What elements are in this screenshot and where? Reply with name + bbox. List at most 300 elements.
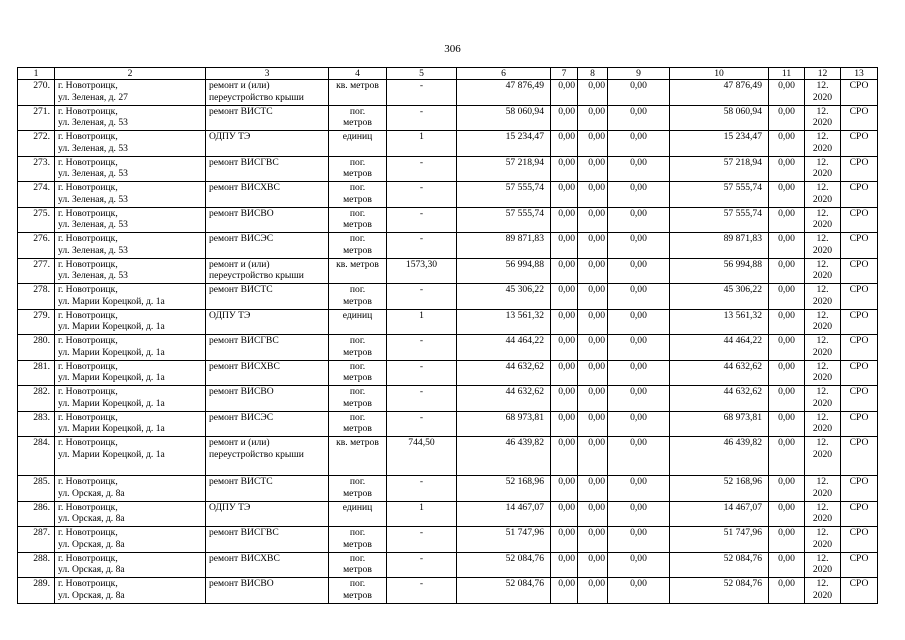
work-type-cell (206, 386, 329, 412)
deadline-cell (805, 284, 841, 310)
unit-cell (329, 476, 387, 502)
col9-cell (608, 156, 670, 182)
address-addr-text: ул. Зеленая, д. 53 (58, 193, 128, 205)
col8-c8-text: 0,00 (588, 501, 605, 513)
header-cell-8: 8 (578, 68, 608, 80)
address-addr-text: ул. Марии Корецкой, д. 1а (58, 423, 165, 434)
quantity-cell (387, 501, 457, 527)
col9-c9-text: 0,00 (630, 527, 647, 538)
organization-cell (841, 182, 878, 208)
address-addr-text: ул. Зеленая, д. 53 (58, 117, 128, 128)
address-city-text: г. Новотроицк, (58, 156, 118, 168)
row-number-cell (18, 258, 55, 284)
deadline-m-text: 12. (816, 309, 829, 321)
header-cell-13: 13 (841, 68, 878, 80)
address-addr-text: ул. Зеленая, д. 53 (58, 142, 128, 154)
address-addr-text: ул. Марии Корецкой, д. 1а (58, 372, 165, 383)
organization-cell (841, 207, 878, 233)
col7-c7-text: 0,00 (558, 309, 575, 321)
col10-cell (670, 182, 769, 208)
col8-c8-text: 0,00 (588, 182, 605, 193)
total-cost-cell (457, 386, 551, 412)
address-cell (55, 258, 206, 284)
col7-cell (551, 527, 578, 553)
address-cell (55, 552, 206, 578)
col7-c7-text: 0,00 (558, 156, 575, 168)
col7-cell (551, 258, 578, 284)
table-row (18, 578, 878, 604)
address-cell (55, 386, 206, 412)
col11-c11-text: 0,00 (778, 360, 795, 372)
col10-cell (670, 411, 769, 437)
col10-c10-text: 52 168,96 (723, 476, 762, 487)
organization-org-text: СРО (849, 501, 869, 513)
row-number-n-text: 271. (33, 105, 50, 117)
col8-cell (578, 437, 608, 476)
work-type-work1-text: ремонт ВИСГВС (209, 156, 279, 168)
col8-c8-text: 0,00 (588, 80, 605, 91)
address-addr-text: ул. Зеленая, д. 53 (58, 168, 128, 179)
header-cell-7: 7 (551, 68, 578, 80)
col7-c7-text: 0,00 (558, 131, 575, 142)
col8-cell (578, 156, 608, 182)
total-cost-total-text: 51 747,96 (505, 527, 544, 538)
work-type-work1-text: ремонт ВИСХВС (209, 182, 280, 193)
work-type-work1-text: ремонт ВИСХВС (209, 552, 280, 564)
quantity-qty-text: - (419, 284, 424, 295)
col7-c7-text: 0,00 (558, 360, 575, 372)
work-type-work2-text: переустройство крыши (209, 448, 304, 460)
quantity-cell (387, 476, 457, 502)
work-type-cell (206, 284, 329, 310)
unit-unit2-text: метров (343, 397, 372, 409)
header-cell-3: 3 (206, 68, 329, 80)
col9-cell (608, 309, 670, 335)
col9-cell (608, 386, 670, 412)
col11-c11-text: 0,00 (778, 80, 795, 91)
unit-cell (329, 578, 387, 604)
col9-cell (608, 476, 670, 502)
work-type-cell (206, 335, 329, 361)
col11-c11-text: 0,00 (778, 578, 795, 589)
col9-c9-text: 0,00 (630, 309, 647, 321)
col10-cell (670, 386, 769, 412)
organization-cell (841, 105, 878, 131)
address-cell (55, 578, 206, 604)
unit-unit1-text: единиц (342, 131, 373, 142)
deadline-cell (805, 335, 841, 361)
total-cost-cell (457, 284, 551, 310)
quantity-cell (387, 335, 457, 361)
col11-cell (769, 437, 805, 476)
col8-cell (578, 309, 608, 335)
work-type-work1-text: ремонт и (или) (209, 80, 270, 91)
col10-c10-text: 57 555,74 (723, 207, 762, 219)
deadline-y-text: 2020 (812, 564, 833, 575)
total-cost-cell (457, 578, 551, 604)
organization-cell (841, 233, 878, 259)
address-city-text: г. Новотроицк, (58, 105, 118, 117)
deadline-y-text: 2020 (812, 91, 833, 103)
address-cell (55, 501, 206, 527)
col11-cell (769, 309, 805, 335)
row-number-n-text: 272. (33, 131, 50, 142)
work-type-work1-text: ремонт ВИСГВС (209, 335, 279, 346)
quantity-cell (387, 156, 457, 182)
header-row (18, 68, 878, 80)
col10-cell (670, 105, 769, 131)
work-type-work1-text: ремонт ВИСЭС (209, 411, 274, 423)
table-row (18, 156, 878, 182)
header-cell-11: 11 (769, 68, 805, 80)
quantity-qty-text: 744,50 (408, 437, 435, 448)
unit-unit1-text: пог. (349, 284, 366, 295)
col8-c8-text: 0,00 (588, 578, 605, 589)
col11-c11-text: 0,00 (778, 284, 795, 295)
work-type-work1-text: ремонт ВИСТС (209, 476, 273, 487)
row-number-cell (18, 182, 55, 208)
unit-cell (329, 527, 387, 553)
col9-c9-text: 0,00 (630, 233, 647, 244)
quantity-cell (387, 207, 457, 233)
work-type-cell (206, 105, 329, 131)
total-cost-cell (457, 233, 551, 259)
col7-c7-text: 0,00 (558, 476, 575, 487)
col9-cell (608, 335, 670, 361)
deadline-y-text: 2020 (812, 321, 833, 332)
col10-cell (670, 156, 769, 182)
deadline-cell (805, 309, 841, 335)
col11-c11-text: 0,00 (778, 182, 795, 193)
deadline-cell (805, 156, 841, 182)
address-cell (55, 335, 206, 361)
work-type-work1-text: ремонт ВИСВО (209, 207, 274, 219)
organization-cell (841, 156, 878, 182)
organization-org-text: СРО (849, 360, 869, 372)
row-number-cell (18, 411, 55, 437)
total-cost-total-text: 57 555,74 (505, 207, 544, 219)
col10-cell (670, 207, 769, 233)
quantity-cell (387, 527, 457, 553)
organization-org-text: СРО (849, 527, 869, 538)
unit-unit1-text: пог. (349, 578, 366, 589)
table-row (18, 182, 878, 208)
col11-c11-text: 0,00 (778, 501, 795, 513)
quantity-qty-text: - (419, 80, 424, 91)
table-row (18, 386, 878, 412)
col9-cell (608, 411, 670, 437)
col7-c7-text: 0,00 (558, 578, 575, 589)
col11-cell (769, 105, 805, 131)
organization-org-text: СРО (849, 284, 869, 295)
deadline-cell (805, 233, 841, 259)
address-addr-text: ул. Марии Корецкой, д. 1а (58, 448, 165, 460)
organization-cell (841, 386, 878, 412)
col7-cell (551, 386, 578, 412)
work-type-work2-text: переустройство крыши (209, 91, 304, 103)
organization-cell (841, 284, 878, 310)
col9-cell (608, 233, 670, 259)
row-number-cell (18, 105, 55, 131)
col7-cell (551, 552, 578, 578)
unit-unit2-text: метров (343, 219, 372, 230)
col8-c8-text: 0,00 (588, 309, 605, 321)
address-city-text: г. Новотроицк, (58, 131, 118, 142)
unit-cell (329, 182, 387, 208)
deadline-y-text: 2020 (812, 270, 833, 281)
organization-org-text: СРО (849, 437, 869, 448)
table-body (18, 80, 878, 604)
col8-cell (578, 182, 608, 208)
table-row (18, 233, 878, 259)
col8-cell (578, 105, 608, 131)
deadline-cell (805, 501, 841, 527)
organization-org-text: СРО (849, 335, 869, 346)
organization-org-text: СРО (849, 105, 869, 117)
table-row (18, 284, 878, 310)
total-cost-total-text: 45 306,22 (505, 284, 544, 295)
unit-unit2-text: метров (343, 564, 372, 575)
unit-cell (329, 437, 387, 476)
col7-cell (551, 335, 578, 361)
work-type-cell (206, 156, 329, 182)
total-cost-cell (457, 156, 551, 182)
unit-unit2-text: метров (343, 244, 372, 256)
col8-cell (578, 335, 608, 361)
deadline-y-text: 2020 (812, 193, 833, 205)
row-number-n-text: 277. (33, 258, 50, 270)
row-number-n-text: 274. (33, 182, 50, 193)
unit-unit1-text: единиц (342, 501, 373, 513)
col10-cell (670, 578, 769, 604)
deadline-y-text: 2020 (812, 538, 833, 550)
col8-c8-text: 0,00 (588, 552, 605, 564)
quantity-qty-text: - (419, 527, 424, 538)
address-city-text: г. Новотроицк, (58, 411, 118, 423)
total-cost-total-text: 68 973,81 (505, 411, 544, 423)
address-addr-text: ул. Орская, д. 8а (58, 538, 125, 550)
row-number-cell (18, 360, 55, 386)
unit-unit1-text: пог. (349, 386, 366, 397)
col10-cell (670, 335, 769, 361)
header-cell-2: 2 (55, 68, 206, 80)
organization-org-text: СРО (849, 207, 869, 219)
address-cell (55, 131, 206, 157)
table-row (18, 527, 878, 553)
unit-unit2-text: метров (343, 346, 372, 358)
unit-cell (329, 552, 387, 578)
quantity-qty-text: - (419, 411, 424, 423)
col7-cell (551, 476, 578, 502)
row-number-n-text: 279. (33, 309, 50, 321)
deadline-m-text: 12. (816, 476, 829, 487)
organization-org-text: СРО (849, 309, 869, 321)
table-row (18, 80, 878, 106)
col8-c8-text: 0,00 (588, 207, 605, 219)
unit-unit1-text: кв. метров (336, 80, 379, 91)
col9-c9-text: 0,00 (630, 386, 647, 397)
quantity-cell (387, 182, 457, 208)
work-type-work1-text: ремонт ВИСВО (209, 386, 274, 397)
col10-c10-text: 57 555,74 (723, 182, 762, 193)
address-addr-text: ул. Орская, д. 8а (58, 564, 125, 575)
col7-cell (551, 437, 578, 476)
col10-cell (670, 360, 769, 386)
col8-c8-text: 0,00 (588, 335, 605, 346)
quantity-cell (387, 386, 457, 412)
row-number-n-text: 286. (33, 501, 50, 513)
col7-cell (551, 284, 578, 310)
unit-unit2-text: метров (343, 117, 372, 128)
col8-cell (578, 552, 608, 578)
col8-cell (578, 578, 608, 604)
total-cost-cell (457, 105, 551, 131)
address-addr-text: ул. Орская, д. 8а (58, 513, 125, 524)
work-type-cell (206, 552, 329, 578)
deadline-cell (805, 207, 841, 233)
quantity-qty-text: 1573,30 (405, 258, 438, 270)
address-addr-text: ул. Зеленая, д. 53 (58, 270, 128, 281)
col11-cell (769, 501, 805, 527)
col7-cell (551, 182, 578, 208)
unit-unit1-text: пог. (349, 105, 366, 117)
quantity-cell (387, 309, 457, 335)
row-number-n-text: 270. (33, 80, 50, 91)
unit-unit1-text: кв. метров (336, 258, 379, 270)
unit-cell (329, 105, 387, 131)
organization-cell (841, 80, 878, 106)
col8-cell (578, 386, 608, 412)
total-cost-cell (457, 207, 551, 233)
unit-cell (329, 258, 387, 284)
work-type-work1-text: ОДПУ ТЭ (209, 501, 251, 513)
work-type-cell (206, 182, 329, 208)
address-addr-text: ул. Марии Корецкой, д. 1а (58, 346, 165, 358)
col11-c11-text: 0,00 (778, 527, 795, 538)
quantity-qty-text: - (419, 182, 424, 193)
col10-c10-text: 13 561,32 (723, 309, 762, 321)
row-number-cell (18, 207, 55, 233)
col9-cell (608, 258, 670, 284)
unit-cell (329, 156, 387, 182)
unit-unit1-text: пог. (349, 233, 366, 244)
total-cost-total-text: 44 632,62 (505, 360, 544, 372)
table-row (18, 501, 878, 527)
quantity-qty-text: 1 (419, 309, 424, 321)
address-cell (55, 207, 206, 233)
quantity-cell (387, 105, 457, 131)
col9-cell (608, 105, 670, 131)
col8-c8-text: 0,00 (588, 386, 605, 397)
total-cost-total-text: 14 467,07 (505, 501, 544, 513)
col8-cell (578, 80, 608, 106)
col10-c10-text: 56 994,88 (723, 258, 762, 270)
quantity-qty-text: - (419, 476, 424, 487)
col10-cell (670, 437, 769, 476)
deadline-y-text: 2020 (812, 219, 833, 230)
address-city-text: г. Новотроицк, (58, 476, 118, 487)
col10-c10-text: 44 632,62 (723, 360, 762, 372)
unit-cell (329, 360, 387, 386)
col9-c9-text: 0,00 (630, 105, 647, 117)
deadline-m-text: 12. (816, 335, 829, 346)
quantity-qty-text: 1 (419, 131, 424, 142)
unit-unit1-text: пог. (349, 552, 366, 564)
unit-unit2-text: метров (343, 295, 372, 307)
col9-c9-text: 0,00 (630, 284, 647, 295)
address-addr-text: ул. Марии Корецкой, д. 1а (58, 295, 165, 307)
organization-cell (841, 578, 878, 604)
col7-c7-text: 0,00 (558, 258, 575, 270)
col8-c8-text: 0,00 (588, 437, 605, 448)
address-cell (55, 360, 206, 386)
deadline-y-text: 2020 (812, 448, 833, 460)
unit-cell (329, 80, 387, 106)
unit-cell (329, 386, 387, 412)
deadline-cell (805, 182, 841, 208)
col10-cell (670, 527, 769, 553)
address-addr-text: ул. Орская, д. 8а (58, 589, 125, 601)
row-number-n-text: 288. (33, 552, 50, 564)
total-cost-cell (457, 131, 551, 157)
col7-cell (551, 360, 578, 386)
row-number-n-text: 276. (33, 233, 50, 244)
deadline-m-text: 12. (816, 182, 829, 193)
unit-cell (329, 501, 387, 527)
deadline-y-text: 2020 (812, 346, 833, 358)
deadline-cell (805, 437, 841, 476)
work-type-cell (206, 527, 329, 553)
col9-cell (608, 437, 670, 476)
total-cost-cell (457, 335, 551, 361)
col7-c7-text: 0,00 (558, 437, 575, 448)
col7-c7-text: 0,00 (558, 182, 575, 193)
col10-c10-text: 58 060,94 (723, 105, 762, 117)
unit-cell (329, 233, 387, 259)
col10-cell (670, 552, 769, 578)
unit-unit1-text: пог. (349, 527, 366, 538)
deadline-m-text: 12. (816, 105, 829, 117)
unit-unit1-text: пог. (349, 476, 366, 487)
total-cost-cell (457, 80, 551, 106)
organization-cell (841, 476, 878, 502)
deadline-cell (805, 131, 841, 157)
work-type-cell (206, 233, 329, 259)
col11-c11-text: 0,00 (778, 233, 795, 244)
table-header (18, 68, 878, 80)
col11-c11-text: 0,00 (778, 411, 795, 423)
organization-org-text: СРО (849, 411, 869, 423)
work-type-work1-text: ремонт ВИСВО (209, 578, 274, 589)
col11-cell (769, 578, 805, 604)
col9-c9-text: 0,00 (630, 131, 647, 142)
work-type-work1-text: ремонт и (или) (209, 437, 270, 448)
table-row (18, 360, 878, 386)
col11-cell (769, 233, 805, 259)
header-cell-1: 1 (18, 68, 55, 80)
organization-org-text: СРО (849, 233, 869, 244)
unit-cell (329, 131, 387, 157)
col7-cell (551, 80, 578, 106)
deadline-y-text: 2020 (812, 372, 833, 383)
total-cost-total-text: 13 561,32 (505, 309, 544, 321)
work-type-cell (206, 80, 329, 106)
col11-c11-text: 0,00 (778, 552, 795, 564)
header-cell-10: 10 (670, 68, 769, 80)
row-number-n-text: 283. (33, 411, 50, 423)
col9-c9-text: 0,00 (630, 360, 647, 372)
row-number-cell (18, 309, 55, 335)
